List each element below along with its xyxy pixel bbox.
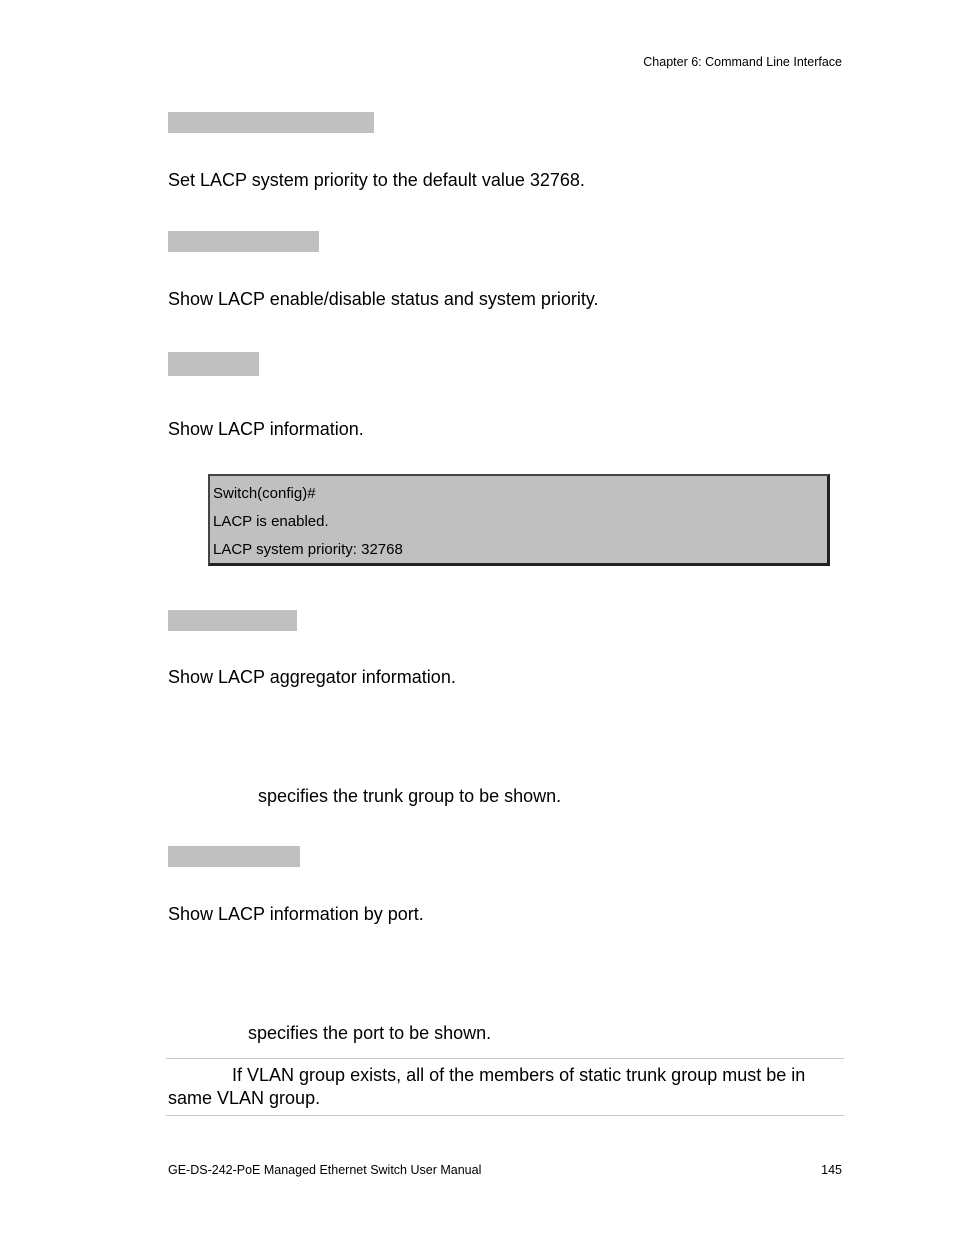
- note-text-line: same VLAN group.: [168, 1088, 321, 1108]
- command-description: Show LACP information.: [168, 419, 364, 439]
- note-bottom-rule: [166, 1115, 844, 1116]
- command-heading-highlight: [168, 846, 300, 867]
- command-heading-highlight: [168, 112, 374, 133]
- command-heading-highlight: [168, 610, 297, 631]
- parameter-description: specifies the trunk group to be shown.: [258, 786, 562, 806]
- command-heading-highlight: [168, 352, 259, 376]
- cli-example-box: [208, 474, 830, 566]
- cli-line: Switch(config)#: [213, 485, 316, 502]
- note-text-line: If VLAN group exists, all of the members of static trunk group must be in: [232, 1065, 806, 1085]
- running-header: Chapter 6: Command Line Interface: [643, 55, 842, 69]
- command-description: Show LACP enable/disable status and system priority.: [168, 289, 599, 309]
- cli-line: LACP system priority: 32768: [213, 541, 403, 558]
- footer-page-number: 145: [821, 1163, 842, 1177]
- cli-line: LACP is enabled.: [213, 513, 329, 530]
- parameter-description: specifies the port to be shown.: [248, 1023, 492, 1043]
- command-description: Show LACP aggregator information.: [168, 667, 456, 687]
- command-description: Show LACP information by port.: [168, 904, 424, 924]
- command-heading-highlight: [168, 231, 319, 252]
- footer-manual-title: GE-DS-242-PoE Managed Ethernet Switch User Manual: [168, 1163, 482, 1177]
- note-top-rule: [166, 1058, 844, 1059]
- note-box: [168, 1064, 838, 1110]
- command-description: Set LACP system priority to the default value 32768.: [168, 170, 585, 190]
